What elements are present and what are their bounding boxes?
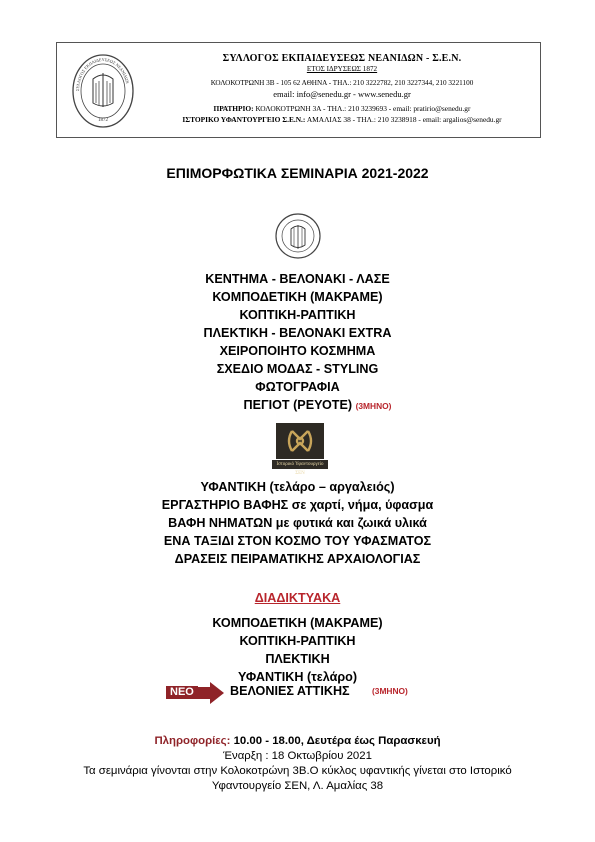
new-badge: ΝΕΟ	[166, 686, 198, 699]
seminar-item: ΚΕΝΤΗΜΑ - ΒΕΛΟΝΑΚΙ - ΛΑΣΕ	[205, 272, 390, 286]
location-line-2: Υφαντουργείο ΣΕΝ, Λ. Αμαλίας 38	[211, 780, 384, 792]
page-title: ΕΠΙΜΟΡΦΩΤΙΚΑ ΣΕΜΙΝΑΡΙΑ 2021-2022	[166, 165, 429, 181]
online-heading: ΔΙΑΔΙΚΤΥΑΚΑ	[254, 591, 341, 605]
arrow-right-icon	[196, 682, 224, 709]
shop-info: ΚΟΛΟΚΟΤΡΩΝΗ 3Α - ΤΗΛ.: 210 3239693 - email: pratirio@senedu.gr	[255, 104, 471, 113]
start-date: Έναρξη : 18 Οκτωβρίου 2021	[223, 750, 372, 762]
seminar-item: ΧΕΙΡΟΠΟΙΗΤΟ ΚΟΣΜΗΜΑ	[219, 344, 376, 358]
weaving-label: ΙΣΤΟΡΙΚΟ ΥΦΑΝΤΟΥΡΓΕΙΟ Σ.Ε.Ν.:	[182, 115, 306, 124]
letterhead-text	[147, 53, 537, 125]
seal-year: 1872	[98, 118, 108, 123]
weaving-workshop-logo	[276, 423, 324, 464]
association-seal-logo	[71, 53, 135, 129]
weaving-course-item: ΕΡΓΑΣΤΗΡΙΟ ΒΑΦΗΣ σε χαρτί, νήμα, ύφασμα	[161, 498, 434, 512]
online-course-list	[0, 614, 595, 686]
seminar-item: ΦΩΤΟΓΡΑΦΙΑ	[255, 380, 340, 394]
seminar-item: ΚΟΜΠΟΔΕΤΙΚΗ (ΜΑΚΡΑΜΕ)	[212, 290, 383, 304]
new-course-label: ΒΕΛΟΝΙΕΣ ΑΤΤΙΚΗΣ	[230, 684, 350, 698]
association-seal-small	[274, 212, 322, 260]
seal-text: ΣΥΛΛΟΓΟΣ ΕΚΠΑΙΔΕΥΣΕΩΣ ΝΕΑΝΙΔΩΝ	[74, 56, 131, 92]
contact-email: email: info@senedu.gr - www.senedu.gr	[273, 89, 411, 99]
location-line-1: Τα σεμινάρια γίνονται στην Κολοκοτρώνη 3Β.Ο κύκλος υφαντικής γίνεται στο Ιστορικό	[83, 765, 512, 777]
founded-year: ΕΤΟΣ ΙΔΡΥΣΕΩΣ 1872	[306, 65, 378, 73]
weaving-course-item: ΕΝΑ ΤΑΞΙΔΙ ΣΤΟΝ ΚΟΣΜΟ ΤΟΥ ΥΦΑΣΜΑΤΟΣ	[163, 534, 432, 548]
org-name: ΣΥΛΛΟΓΟΣ ΕΚΠΑΙΔΕΥΣΕΩΣ ΝΕΑΝΙΔΩΝ - Σ.Ε.Ν.	[222, 53, 462, 64]
online-course-item: ΥΦΑΝΤΙΚΗ (τελάρο)	[237, 670, 358, 684]
new-course-note: (3ΜΗΝΟ)	[372, 686, 408, 696]
seminar-item-peyote	[0, 396, 595, 415]
info-hours: 10.00 - 18.00, Δευτέρα έως Παρασκευή	[233, 735, 441, 747]
new-course-row	[0, 682, 595, 704]
peyote-label: ΠΕΓΙΟΤ (ΡΕΥΟΤΕ)	[243, 398, 353, 412]
info-label: Πληροφορίες:	[154, 735, 231, 747]
online-course-item: ΠΛΕΚΤΙΚΗ	[265, 652, 330, 666]
footer-info	[0, 734, 595, 794]
weaving-course-item: ΔΡΑΣΕΙΣ ΠΕΙΡΑΜΑΤΙΚΗΣ ΑΡΧΑΙΟΛΟΓΙΑΣ	[174, 552, 421, 566]
peyote-note: (3ΜΗΝΟ)	[355, 401, 392, 411]
weaving-info: ΑΜΑΛΙΑΣ 38 - ΤΗΛ.: 210 3238918 - email: argalios@senedu.gr	[306, 115, 502, 124]
weaving-course-list	[0, 478, 595, 568]
online-course-item: ΚΟΜΠΟΔΕΤΙΚΗ (ΜΑΚΡΑΜΕ)	[212, 616, 383, 630]
weaving-course-item: ΥΦΑΝΤΙΚΗ (τελάρο – αργαλειός)	[200, 480, 395, 494]
seminar-list	[0, 270, 595, 415]
letterhead-box	[56, 42, 541, 138]
seminar-item: ΣΧΕΔΙΟ ΜΟΔΑΣ - STYLING	[216, 362, 379, 376]
seminar-item: ΠΛΕΚΤΙΚΗ - ΒΕΛΟΝΑΚΙ EXTRA	[203, 326, 392, 340]
shop-label: ΠΡΑΤΗΡΙΟ:	[213, 104, 254, 113]
online-course-item: ΚΟΠΤΙΚΗ-ΡΑΠΤΙΚΗ	[239, 634, 356, 648]
address: ΚΟΛΟΚΟΤΡΩΝΗ 3Β - 105 62 ΑΘΗΝΑ - ΤΗΛ.: 210 3222782, 210 3227344, 210 3221100	[210, 79, 474, 87]
weaving-logo-caption: Ιστορικό Υφαντουργείο ΣΕΝ	[272, 460, 328, 469]
weaving-course-item: ΒΑΦΗ ΝΗΜΑΤΩΝ με φυτικά και ζωικά υλικά	[168, 516, 427, 530]
seminar-item: ΚΟΠΤΙΚΗ-ΡΑΠΤΙΚΗ	[239, 308, 356, 322]
